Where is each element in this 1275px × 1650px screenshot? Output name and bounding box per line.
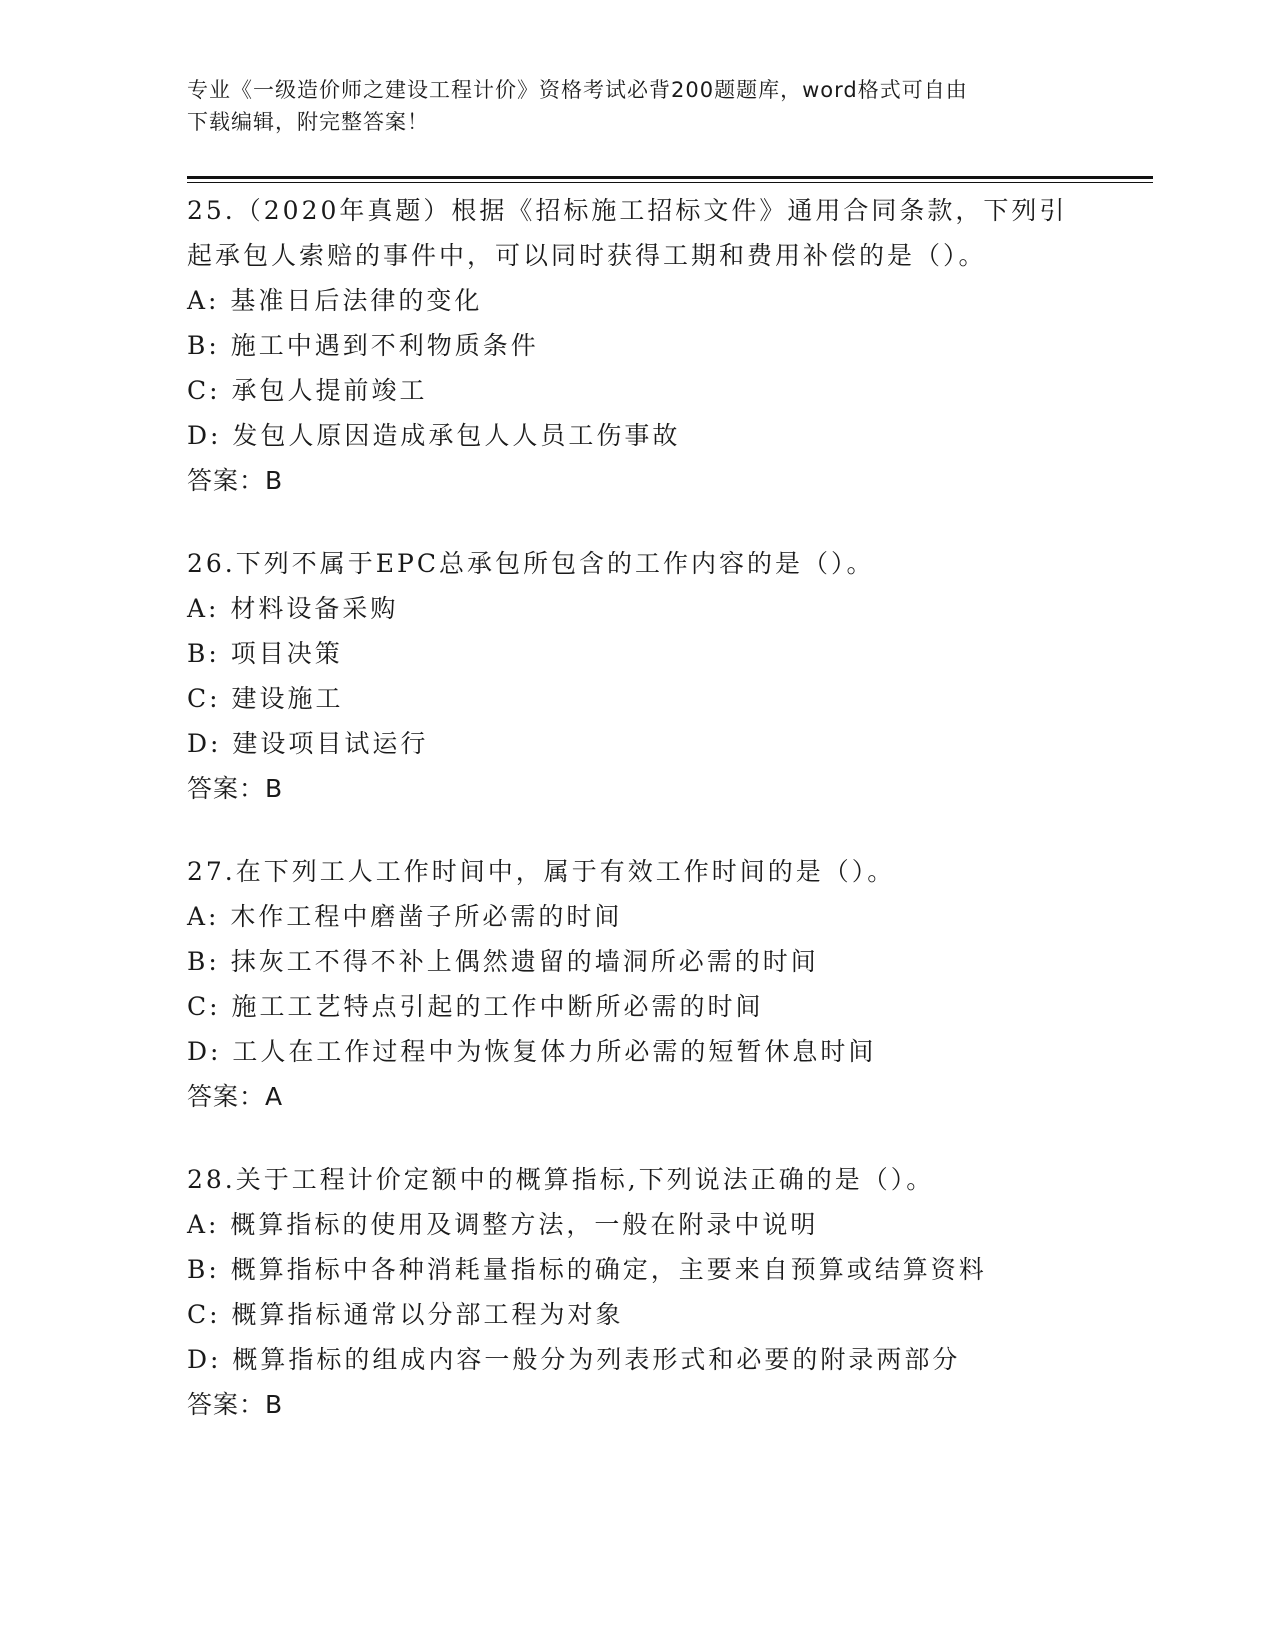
option-c: C: 概算指标通常以分部工程为对象: [187, 1300, 624, 1329]
header-divider-thin: [187, 182, 1153, 183]
document-header: [187, 74, 1067, 138]
question-stem: 25.（2020年真题）根据《招标施工招标文件》通用合同条款，下列引: [187, 196, 1068, 225]
question-28: [187, 1157, 1127, 1427]
option-a: A: 木作工程中磨凿子所必需的时间: [187, 902, 623, 931]
question-stem: 28.关于工程计价定额中的概算指标,下列说法正确的是（）。: [187, 1165, 935, 1194]
answer: 答案：B: [187, 466, 284, 495]
question-stem-continued: 起承包人索赔的事件中，可以同时获得工期和费用补偿的是（）。: [187, 241, 987, 270]
question-list: [187, 188, 1127, 1465]
option-d: D: 概算指标的组成内容一般分为列表形式和必要的附录两部分: [187, 1345, 961, 1374]
header-line-1: 专业《一级造价师之建设工程计价》资格考试必背200题题库，word格式可自由: [187, 78, 968, 102]
option-a: A: 概算指标的使用及调整方法，一般在附录中说明: [187, 1210, 819, 1239]
option-c: C: 施工工艺特点引起的工作中断所必需的时间: [187, 992, 764, 1021]
option-b: B: 施工中遇到不利物质条件: [187, 331, 539, 360]
option-b: B: 项目决策: [187, 639, 343, 668]
option-d: D: 工人在工作过程中为恢复体力所必需的短暂休息时间: [187, 1037, 877, 1066]
option-a: A: 基准日后法律的变化: [187, 286, 483, 315]
option-a: A: 材料设备采购: [187, 594, 399, 623]
option-c: C: 建设施工: [187, 684, 344, 713]
option-b: B: 抹灰工不得不补上偶然遗留的墙洞所必需的时间: [187, 947, 819, 976]
header-divider-thick: [187, 176, 1153, 179]
question-stem: 27.在下列工人工作时间中，属于有效工作时间的是（）。: [187, 857, 896, 886]
option-d: D: 发包人原因造成承包人人员工伤事故: [187, 421, 681, 450]
question-27: [187, 849, 1127, 1119]
answer: 答案：A: [187, 1082, 284, 1111]
question-stem: 26.下列不属于EPC总承包所包含的工作内容的是（）。: [187, 549, 875, 578]
question-25: [187, 188, 1127, 503]
header-line-2: 下载编辑，附完整答案！: [187, 110, 429, 134]
answer: 答案：B: [187, 774, 284, 803]
option-c: C: 承包人提前竣工: [187, 376, 428, 405]
answer: 答案：B: [187, 1390, 284, 1419]
option-b: B: 概算指标中各种消耗量指标的确定，主要来自预算或结算资料: [187, 1255, 987, 1284]
option-d: D: 建设项目试运行: [187, 729, 429, 758]
question-26: [187, 541, 1127, 811]
